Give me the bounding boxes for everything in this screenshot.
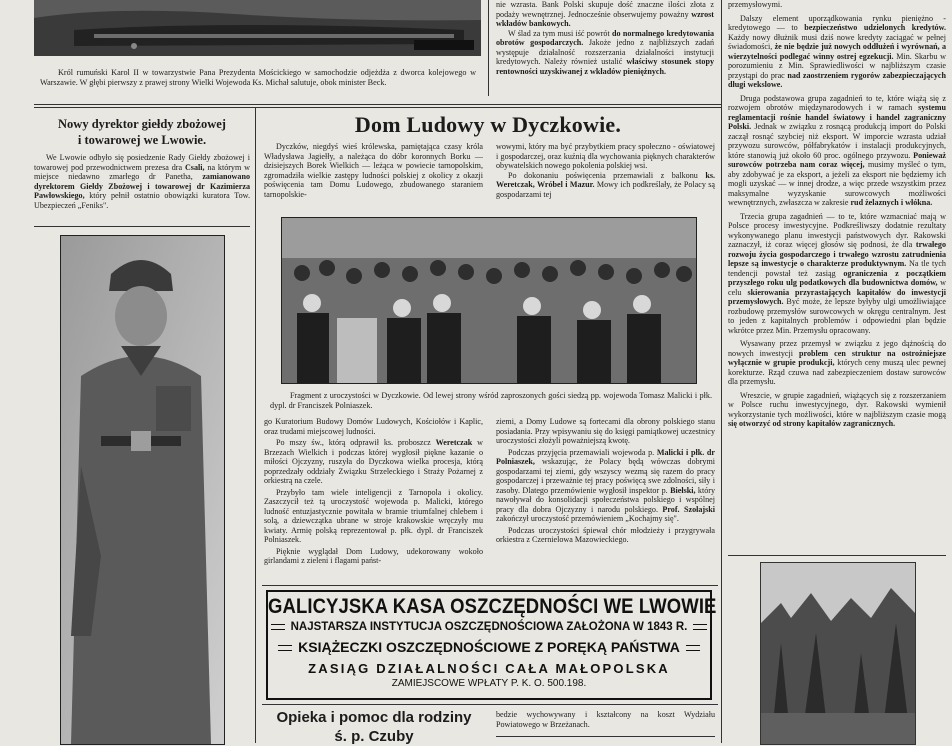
section-divider bbox=[34, 104, 721, 105]
left-article-headline: Nowy dyrektor giełdy zbożowej i towarowej we Lwowie. bbox=[58, 117, 226, 147]
main-article-col2-top: wowymi, który ma być przybytkiem pracy społeczno - oświatowej i gospodarczej, oraz kuźnią dla wychowania pięknych charakterów obywatelskich nowego pokolenia polskiej wsi. Po dokonaniu poświęcenia przemawiali z balkonu ks. Weretczak, Wróbel i Mazur. Mowy ich podkreślały, że Polacy są gospodarzami tej bbox=[496, 142, 715, 199]
main-article-col1-top: Dyczków, niegdyś wieś królewska, pamiętająca czasy króla Władysława Jagiełły, a należąca do dóbr koronnych Borku — dzisiejszych Borek Wielkich — leżąca w powiecie tarnopolskim, zgromadziła wielkie zastępy ludności polskiej z okolicy z okazji poświęcenia tam Domu Ludowego, zbudowanego staraniem tarnopolskie- bbox=[264, 142, 483, 199]
column-divider bbox=[721, 0, 722, 743]
landscape-photo-illustration bbox=[761, 563, 915, 744]
soldier-portrait-photo bbox=[60, 235, 225, 745]
top-photo-caption: Król rumuński Karol II w towarzystwie Pana Prezydenta Mościckiego w samochodzie odjeżdża z dworca kolejowego w Warszawie. W głębi pierwszy z prawej strony Wielki Wojewoda Ks. Michał salutuje, obok minister Beck. bbox=[40, 68, 476, 87]
ad-bank-name: GALICYJSKA KASA OSZCZĘDNOŚCI WE LWOWIE bbox=[268, 593, 717, 618]
crowd-photo-illustration bbox=[282, 218, 696, 383]
main-article-col2-bottom: ziemi, a Domy Ludowe są fortecami dla obrony polskiego stanu posiadania. Przy wpisywaniu się do księgi pamiątkowej uczestnicy uroczystości złożyli poważniejszą kwotę. Podczas przyjęcia przemawiali wojewoda p. Malicki i płk. dr Polniaszek, wskazując, że Polacy będą wówczas dobrymi gospodarzami tej ziemi, gdy wszyscy wezmą się razem do pracy gospodarczej i przeważnie tej pracy poświęcą swe zdolności, siły i zasoby. Dlatego przemówienie wygłosił inspektor p. Biełski, który nawoływał do konsolidacji społeczeństwa polskiego i wspólnej pracy dla dobra Ojczyzny i narodu polskiego. Prof. Szołajski zakończył uroczystość przemówieniem „Kochajmy się". Podczas uroczystości śpiewał chór młodzieży i przygrywała orkiestra z Czernielowa Mazowieckiego. bbox=[496, 417, 715, 544]
landscape-photo bbox=[760, 562, 916, 745]
savings-bank-advertisement bbox=[266, 590, 717, 700]
ad-line-payments: ZAMIEJSCOWE WPŁATY P. K. O. 500.198. bbox=[391, 678, 587, 689]
main-article-headline: Dom Ludowy w Dyczkowie. bbox=[354, 112, 622, 137]
ceremony-crowd-photo bbox=[281, 217, 697, 384]
bottom-article-headline: Opieka i pomoc dla rodziny ś. p. Czuby bbox=[276, 709, 472, 745]
main-article-col1-bottom: go Kuratorium Budowy Domów Ludowych, Kościołów i Kaplic, oraz trudami miejscowej ludności. Po mszy św., którą odprawił ks. proboszcz Weretczak w Brzezach Wielkich i podczas której wygłosił piękne kazanie o miłości Ojczyzny, ruszyła do Dyczkowa wielka procesja, którą poprzedzały oddziały Związku Strzeleckiego i Straży Pożarnej z orkiestrą na czele. Przybyło tam wiele inteligencji z Tarnopola i okolicy. Zaszczycił też tą uroczystość wojewoda p. Malicki, którego ludność entuzjastycznie powitała w bramie triumfalnej chlebem i solą, a dziewczątka ubrane w stroje krakowskie wręczyły mu kwiaty. Armię polską reprezentował p. płk. dypl. dr Franciszek Polniaszek. Pięknie wyglądał Dom Ludowy, udekorowany wokoło girlandami z zieleni i flagami państ- bbox=[264, 417, 483, 565]
section-divider bbox=[262, 585, 718, 586]
ad-line-books: KSIĄŻECZKI OSZCZĘDNOŚCIOWE Z PORĘKĄ PAŃSTWA bbox=[268, 639, 710, 656]
ceremony-photo-caption: Fragment z uroczystości w Dyczkowie. Od lewej strony wśród zaproszonych gości siedzą pp. wojewoda Tomasz Malicki i płk. dypl. dr Franciszek Polniaszek. bbox=[270, 391, 712, 410]
left-article-body: We Lwowie odbyło się posiedzenie Rady Giełdy zbożowej i towarowej pod przewodnictwem prezesa dra Csali, na którym w miejsce niedawno zmarłego dr Panetha, zamianowano dyrektorem Giełdy Zbożowej i towarowej dr Kazimierza Pawłowskiego, który pełnił ostatnio obowiązki kuratora Tow. Ubezpieczeń „Feniks". bbox=[34, 153, 250, 210]
top-photo-royal-car bbox=[34, 0, 481, 56]
ad-line-founded: NAJSTARSZA INSTYTUCJA OSZCZĘDNOŚCIOWA ZAŁOŻONA W 1843 R. bbox=[268, 620, 710, 634]
section-divider bbox=[496, 736, 715, 737]
section-divider bbox=[34, 107, 721, 108]
right-economic-column: przemysłowymi. Dalszy element uporządkowania rynku pieniężno - kredytowego — to bezpieczeństwo udzielonych kredytów. Każdy nowy dłużnik musi dziś nowe kredyty zaciągać w pełnej świadomości, że nie będzie już nowych oddłużeń i wyrównań, a wierzytelności podlegać winny ostrej egzekucji. Min. Skarbu w porozumieniu z Min. Sprawiedliwości w najbliższym czasie przystąpi do prac nad zaostrzeniem rygorów zabezpieczających długi wekslowe. Druga podstawowa grupa zagadnień to te, które wiążą się z rozwojem obrotów międzynarodowych i w ramach systemu reglamentacji rośnie handel światowy i handel zagraniczny Polski. Jednak w związku z rosnącą produkcją import do Polski zaczął rosnąć szybciej niż eksport. W imporcie wzrasta udział przywozu surowców, półfabrykatów i instalacji produkcyjnych, które stanowią już około 60 proc. ogólnego przywozu. Ponieważ surowców potrzeba nam coraz więcej, musimy myśleć o tym, aby zdobywać je za eksport, a jeżeli za eksport nie będziemy ich mogli uzyskać — w innej drodze, a więc przede wszystkim przez maksymalne wyzyskanie surowcowych możliwości wewnętrznych, zwłaszcza w zakresie rud żelaznych i włókna. Trzecia grupa zagadnień — to te, które wzmacniać mają w Polsce procesy inwestycyjne. Podkreśliwszy dodatnie rezultaty wykonywanego planu inwestycji państwowych dyr. Rakowski zaznaczył, iż coraz więcej głosów się podnosi, że dla trwałego rozwoju życia gospodarczego i trwałego wzrostu zatrudnienia lepsze są inwestycje o charakterze produktywnym. Na tle tych tendencji powstał też zasiąg ograniczenia z początkiem przyszłego roku ulg podatkowych dla budownictwa domów, w celu skierowania przyrastających kapitałów do inwestycji przemysłowych. Być może, że lepsze byłyby ulgi umożliwiające rozbudowę przemysłów surowcowych w okręgu centralnym. Jest to jeden z kapitalnych problemów i odpowiedni plan będzie wkrótce przez Min. Przemysłu opracowany. Wysawany przez przemysł w związku z jego dążnością do nowych inwestycji problem cen struktur na ostrożniejsze wyłącznie w grupie produkcji, których ceny muszą ulec pewnej korekturze. Rząd czuwa nad zabezpieczeniem dostaw surowców dla przemysłu. Wreszcie, w grupie zagadnień, wiążących się z rozszerzaniem w Polsce ruchu inwestycyjnego, dyr. Rakowski wymienił wykorzystanie tych możliwości, które w najbliższym czasie mogą się otworzyć od strony kapitałów zagranicznych. bbox=[728, 0, 946, 428]
column-divider bbox=[255, 108, 256, 743]
ad-line-reach: ZASIĄG DZIAŁALNOŚCI CAŁA MAŁOPOLSKA bbox=[308, 661, 670, 676]
column-divider bbox=[488, 0, 489, 96]
soldier-photo-illustration bbox=[61, 236, 224, 744]
section-divider bbox=[34, 226, 250, 227]
section-divider bbox=[262, 704, 718, 705]
bottom-article-right-text: bedzie wychowywany i kształcony na koszt Wydziału Powiatowego w Brzeżanach. bbox=[496, 710, 715, 729]
section-divider bbox=[728, 555, 946, 556]
car-photo-illustration bbox=[34, 0, 481, 56]
upper-article-column: nie wzrasta. Bank Polski skupuje dość znaczne ilości złota z podaży wewnętrznej. Jednocześnie obserwujemy poważny wzrost wkładów bankowych. W ślad za tym musi iść powrót do normalnego kredytowania obrotów gospodarczych. Jakoże jedno z najbliższych zadań występuje działalność rozszerzania działalności instytucji kredytowych. Należy również ustalić właściwy stosunek stopy rentowności uzyskiwanej z wkładów pieniężnych. bbox=[496, 0, 714, 76]
